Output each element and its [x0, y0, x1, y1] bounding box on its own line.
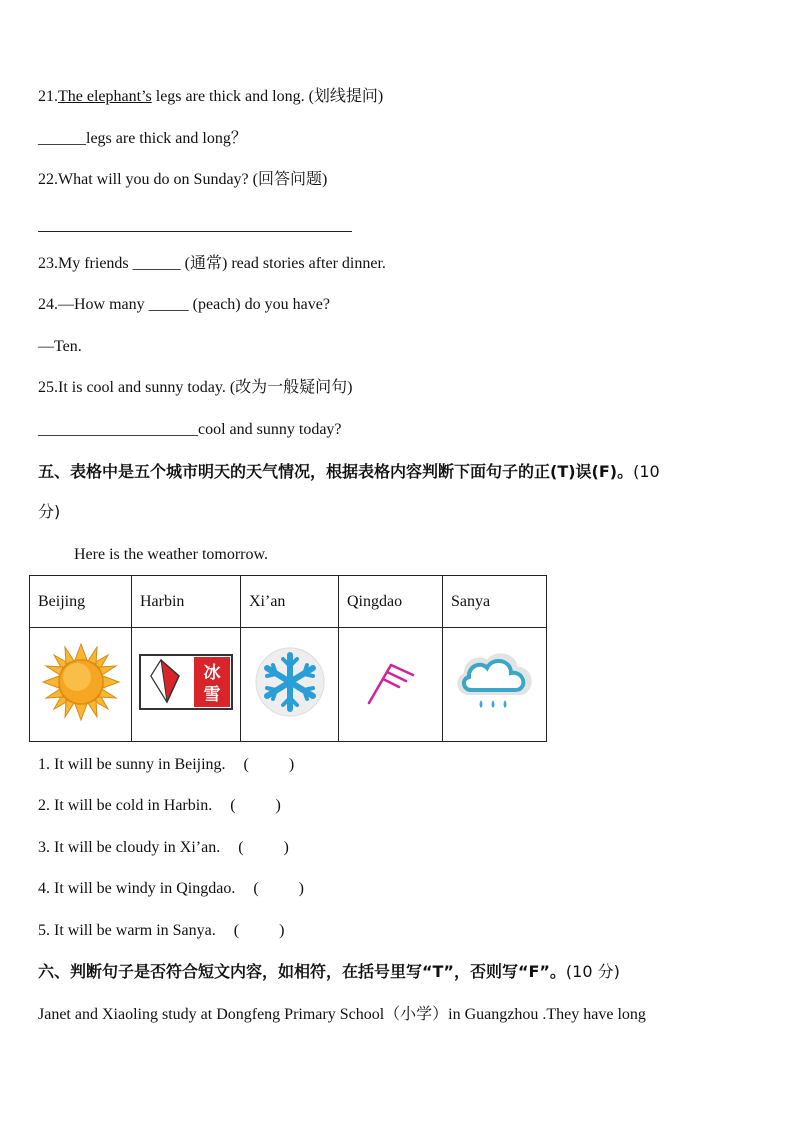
sign-char-snow: 雪 [203, 685, 221, 705]
weather-cell-harbin [132, 628, 241, 742]
weather-icon-row [30, 628, 547, 742]
weather-cell-beijing [30, 628, 132, 742]
answer-paren[interactable]: ( ) [230, 797, 281, 814]
judgment-text: 3. It will be cloudy in Xi’an. [38, 839, 221, 856]
question-text: legs are thick and long. (划线提问) [151, 88, 384, 105]
question-24-reply: —Ten. [38, 338, 82, 355]
sign-char-ice: 冰 [203, 663, 221, 683]
judgment-text: 4. It will be windy in Qingdao. [38, 880, 236, 897]
section-5-title [38, 462, 660, 482]
underlined-phrase: The elephant’s [58, 88, 152, 105]
question-24: 24.—How many _____ (peach) do you have? [38, 296, 330, 313]
question-number: 21. [38, 88, 58, 105]
section-5-points: (10 [633, 462, 660, 481]
judgment-item [38, 921, 284, 941]
rain-cloud-icon [455, 648, 535, 716]
answer-paren[interactable]: ( ) [253, 880, 304, 897]
snowflake-icon [253, 645, 327, 719]
section-6-title [38, 962, 620, 982]
city-cell: Qingdao [339, 576, 443, 628]
answer-line-25: ____________________cool and sunny today? [38, 421, 342, 438]
city-row [30, 576, 547, 628]
wind-flag-icon [361, 657, 421, 707]
judgment-item [38, 755, 294, 775]
answer-paren[interactable]: ( ) [238, 839, 289, 856]
weather-cell-qingdao [339, 628, 443, 742]
answer-blank-22 [38, 231, 352, 232]
answer-line-21: ______legs are thick and long？ [38, 130, 247, 147]
passage-line: Janet and Xiaoling study at Dongfeng Primary School（小学）in Guangzhou .They have long [38, 1006, 646, 1023]
weather-cell-sanya [443, 628, 547, 742]
question-25: 25.It is cool and sunny today. (改为一般疑问句) [38, 379, 353, 396]
city-cell: Harbin [132, 576, 241, 628]
judgment-item [38, 879, 304, 899]
city-cell: Beijing [30, 576, 132, 628]
section-5-points-text: 分) [38, 502, 61, 521]
section-6-points: (10 分) [565, 962, 620, 981]
question-21 [38, 87, 383, 107]
section-5-title-text: 五、表格中是五个城市明天的天气情况，根据表格内容判断下面句子的正(T)误(F)。 [38, 462, 634, 481]
weather-cell-xian [241, 628, 339, 742]
city-cell: Xi’an [241, 576, 339, 628]
judgment-text: 2. It will be cold in Harbin. [38, 797, 213, 814]
question-22: 22.What will you do on Sunday? (回答问题) [38, 171, 328, 188]
question-23: 23.My friends ______ (通常) read stories after dinner. [38, 255, 386, 272]
section-5-points-cont [38, 502, 60, 522]
section-6-title-text: 六、判断句子是否符合短文内容，如相符，在括号里写“T”，否则写“F”。 [38, 962, 566, 981]
judgment-text: 1. It will be sunny in Beijing. [38, 756, 226, 773]
answer-paren[interactable]: ( ) [243, 756, 295, 773]
weather-table [29, 575, 547, 742]
sun-icon [41, 642, 121, 722]
ice-snow-sign-icon [139, 654, 233, 710]
judgment-item [38, 796, 281, 816]
answer-paren[interactable]: ( ) [233, 922, 285, 939]
judgment-item [38, 838, 289, 858]
judgment-text: 5. It will be warm in Sanya. [38, 922, 216, 939]
weather-intro: Here is the weather tomorrow. [74, 546, 268, 563]
city-cell: Sanya [443, 576, 547, 628]
